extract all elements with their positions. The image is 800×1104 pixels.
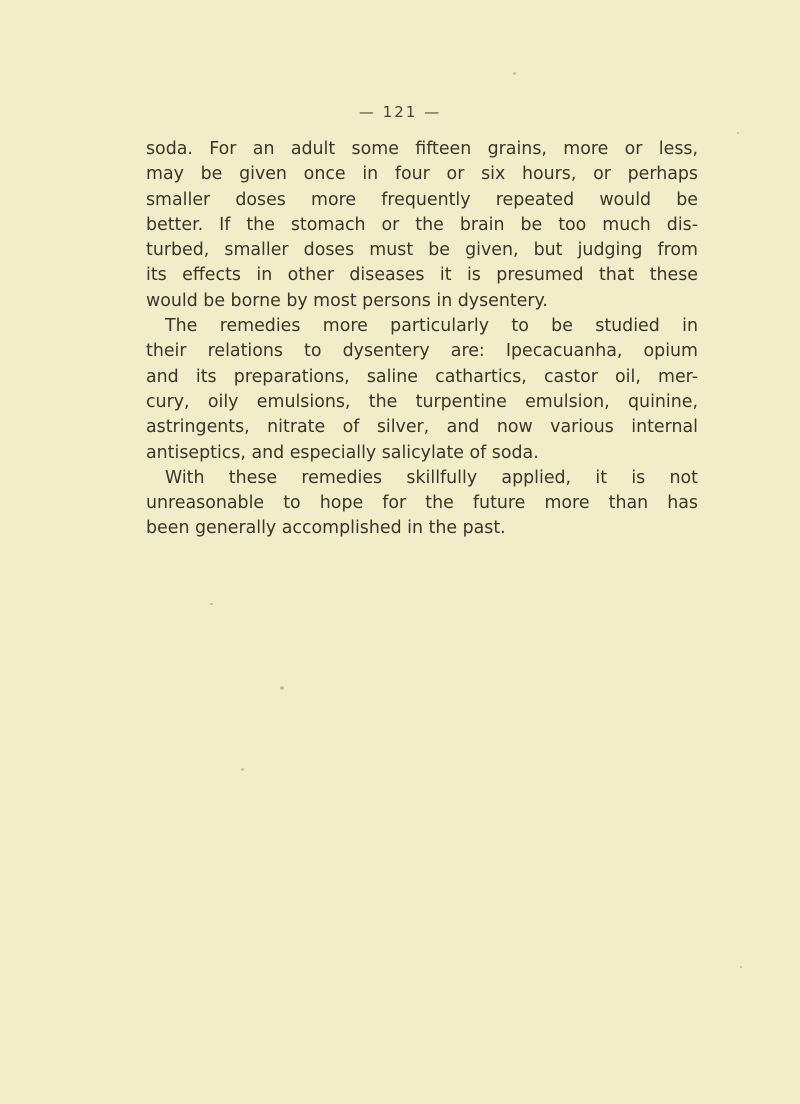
text-line: unreasonable to hope for the future more than has	[146, 493, 698, 514]
paper-speck	[241, 768, 244, 771]
text-line: smaller doses more frequently repeated would be	[146, 189, 698, 210]
paper-speck	[737, 132, 739, 134]
text-line: turbed, smaller doses must be given, but judging from	[146, 240, 698, 261]
paragraph-1	[146, 137, 698, 314]
page-number: — 121 —	[358, 103, 442, 121]
paper-speck	[280, 686, 284, 690]
text-line: cury, oily emulsions, the turpentine emulsion, quinine,	[146, 391, 698, 412]
text-line: may be given once in four or six hours, or perhaps	[146, 164, 698, 185]
paragraph-3	[146, 466, 698, 542]
text-line: astringents, nitrate of silver, and now various internal	[146, 417, 698, 438]
text-line: its effects in other diseases it is presumed that these	[146, 265, 698, 286]
paper-speck	[210, 603, 213, 605]
text-line: The remedies more particularly to be studied in	[165, 316, 698, 337]
text-line: With these remedies skillfully applied, it is not	[165, 467, 698, 488]
paper-speck	[513, 72, 516, 75]
text-line: would be borne by most persons in dysentery.	[146, 290, 548, 311]
text-line: antiseptics, and especially salicylate of soda.	[146, 442, 539, 463]
text-line: soda. For an adult some fifteen grains, more or less,	[146, 139, 698, 159]
text-line: been generally accomplished in the past.	[146, 518, 506, 539]
text-line: their relations to dysentery are: Ipecacuanha, opium	[146, 341, 698, 362]
paper-speck	[740, 966, 742, 968]
body-text	[146, 137, 698, 542]
paragraph-2	[146, 314, 698, 466]
text-line: and its preparations, saline cathartics, castor oil, mer-	[146, 366, 698, 387]
text-line: better. If the stomach or the brain be too much dis-	[146, 214, 698, 235]
